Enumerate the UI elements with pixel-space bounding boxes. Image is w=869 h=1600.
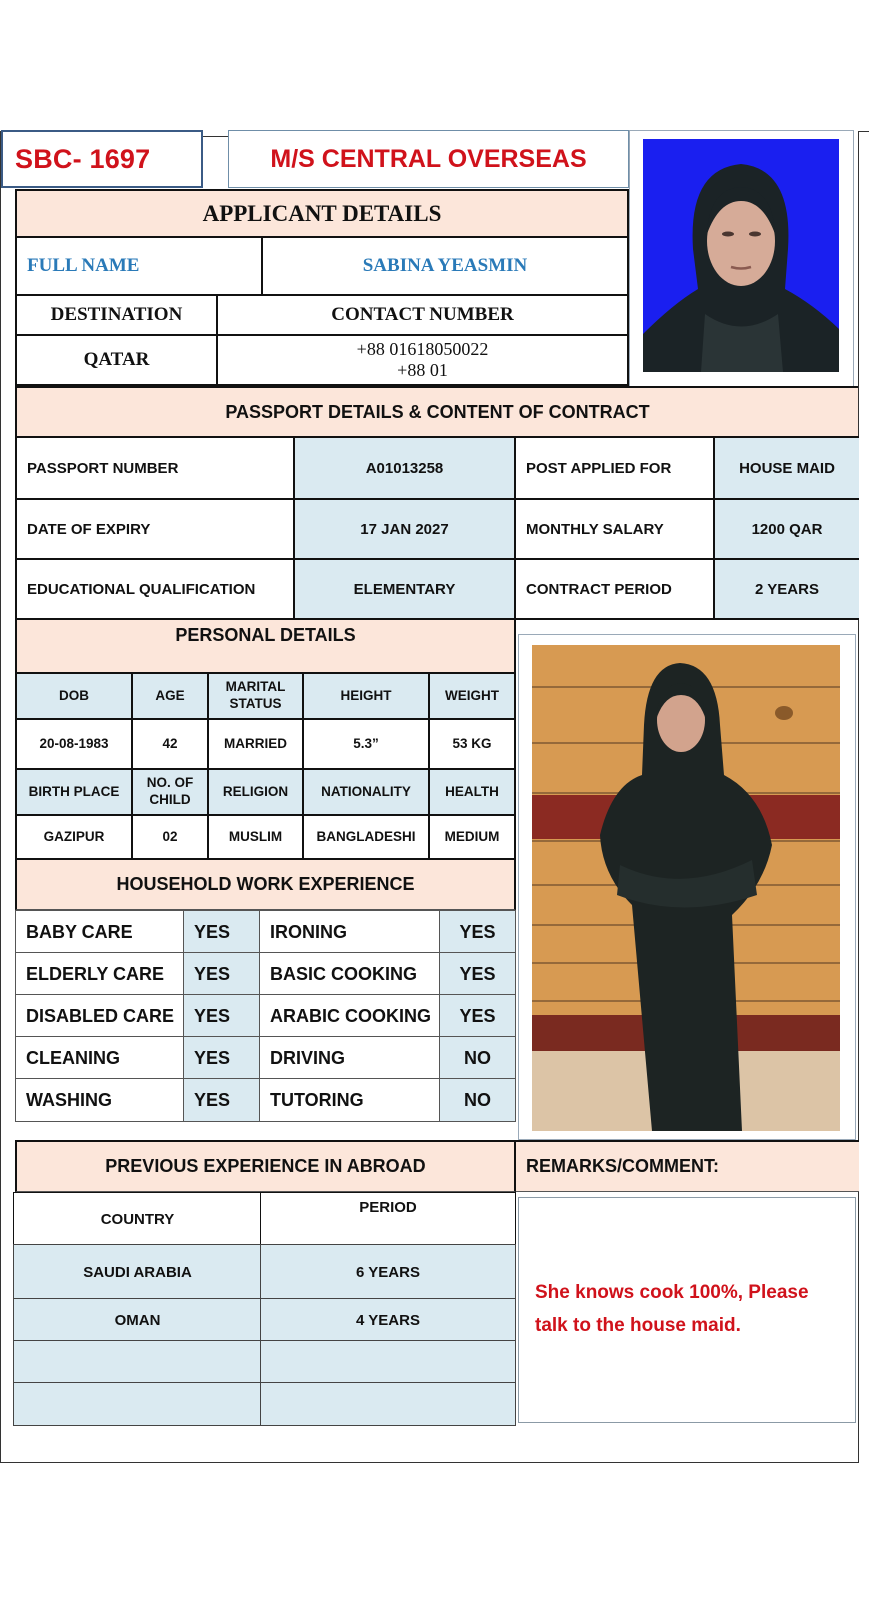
skill-label: DRIVING [270, 1047, 346, 1068]
cell-value: GAZIPUR [43, 828, 105, 844]
abroad-period-value-cell [260, 1382, 516, 1426]
personal-details-header [15, 618, 516, 674]
skill-value: YES [194, 1047, 231, 1068]
dob-value [15, 718, 133, 770]
frame-divider [858, 131, 869, 132]
abroad-experience-header [15, 1140, 516, 1192]
cell-value: MARRIED [224, 735, 287, 751]
column-header: AGE [155, 687, 185, 703]
household-skill-label-cell [259, 994, 441, 1038]
skill-value: YES [459, 921, 496, 942]
skill-label: ELDERLY CARE [26, 963, 165, 984]
full-name-label-cell [15, 236, 263, 296]
column-header: BIRTH PLACE [28, 783, 120, 799]
salary-value-cell [713, 498, 859, 560]
cell-value: 53 KG [452, 735, 492, 751]
household-skill-label-cell [15, 1078, 185, 1122]
country-value: OMAN [114, 1311, 161, 1329]
header-connector-line [203, 136, 228, 137]
period-value: 6 YEARS [356, 1263, 420, 1281]
skill-value: YES [194, 1005, 231, 1026]
remarks-header [516, 1140, 859, 1192]
full-name-label: FULL NAME [27, 255, 140, 276]
skill-label: ARABIC COOKING [270, 1005, 431, 1026]
expiry-value-cell [293, 498, 516, 560]
full-name-value: SABINA YEASMIN [362, 255, 528, 276]
household-skill-label-cell [15, 952, 185, 996]
dob-header [15, 672, 133, 720]
abroad-country-value-cell [13, 1382, 262, 1426]
height-header [302, 672, 430, 720]
household-skill-value-cell [183, 1078, 261, 1122]
agency-name: M/S CENTRAL OVERSEAS [270, 144, 587, 173]
skill-label: IRONING [270, 921, 348, 942]
expiry-label: DATE OF EXPIRY [27, 520, 151, 538]
household-skill-value-cell [183, 994, 261, 1038]
household-skill-label-cell [15, 1036, 185, 1080]
destination-label-cell [15, 294, 218, 336]
household-skill-value-cell [439, 994, 516, 1038]
household-skill-value-cell [439, 1036, 516, 1080]
skill-value: NO [464, 1089, 491, 1110]
birth-place-header [15, 768, 133, 816]
destination-value: QATAR [83, 349, 150, 370]
abroad-country-value-cell [13, 1244, 262, 1300]
skill-value: YES [459, 1005, 496, 1026]
household-skill-value-cell [439, 952, 516, 996]
remarks-box [518, 1197, 856, 1423]
nationality-value [302, 814, 430, 860]
skill-label: TUTORING [270, 1089, 364, 1110]
height-value [302, 718, 430, 770]
column-header: MARITAL STATUS [225, 679, 286, 711]
nationality-header [302, 768, 430, 816]
cell-value: 02 [162, 828, 178, 844]
household-skill-label-cell [259, 1036, 441, 1080]
agency-name-box [228, 130, 629, 188]
column-header: NATIONALITY [321, 783, 411, 799]
abroad-country-value-cell [13, 1340, 262, 1384]
religion-value [207, 814, 304, 860]
contract-period-value-cell [713, 558, 859, 620]
post-applied-label: POST APPLIED FOR [526, 459, 672, 477]
section-title: PASSPORT DETAILS & CONTENT OF CONTRACT [225, 401, 650, 422]
country-value: SAUDI ARABIA [83, 1263, 192, 1281]
post-applied-value: HOUSE MAID [739, 459, 835, 477]
education-value-cell [293, 558, 516, 620]
applicant-details-header [15, 189, 629, 238]
religion-header [207, 768, 304, 816]
skill-value: NO [464, 1047, 491, 1068]
column-header: HEIGHT [340, 687, 392, 703]
cell-value: MUSLIM [228, 828, 283, 844]
health-header [428, 768, 516, 816]
passport-photo-frame [629, 130, 854, 389]
column-header: PERIOD [359, 1199, 417, 1216]
column-header: NO. OF CHILD [146, 775, 194, 807]
destination-label: DESTINATION [50, 304, 183, 325]
abroad-period-value-cell [260, 1244, 516, 1300]
household-skill-label-cell [15, 994, 185, 1038]
post-applied-label-cell [514, 436, 715, 500]
reference-id-box [1, 130, 203, 188]
column-header: RELIGION [222, 783, 289, 799]
expiry-value: 17 JAN 2027 [360, 520, 449, 538]
education-label-cell [15, 558, 295, 620]
person-portrait-icon [643, 139, 839, 372]
cell-value: 20-08-1983 [39, 735, 109, 751]
marital-status-value [207, 718, 304, 770]
household-skill-label-cell [15, 910, 185, 954]
health-value [428, 814, 516, 860]
marital-status-header [207, 672, 304, 720]
weight-value [428, 718, 516, 770]
passport-section-header [15, 386, 858, 438]
skill-value: YES [459, 963, 496, 984]
remarks-title: REMARKS/COMMENT: [526, 1156, 719, 1176]
period-value: 4 YEARS [356, 1311, 420, 1329]
full-body-photo [532, 645, 840, 1131]
full-name-value-cell [261, 236, 629, 296]
birth-place-value [15, 814, 133, 860]
household-skill-value-cell [183, 910, 261, 954]
abroad-period-value-cell [260, 1298, 516, 1342]
education-value: ELEMENTARY [353, 580, 456, 598]
cell-value: 42 [162, 735, 178, 751]
weight-header [428, 672, 516, 720]
household-skill-label-cell [259, 910, 441, 954]
expiry-label-cell [15, 498, 295, 560]
education-label: EDUCATIONAL QUALIFICATION [27, 580, 256, 598]
skill-label: BABY CARE [26, 921, 133, 942]
section-title: HOUSEHOLD WORK EXPERIENCE [116, 874, 415, 894]
children-value [131, 814, 209, 860]
abroad-period-value-cell [260, 1340, 516, 1384]
contact-number-2: +88 01 [397, 360, 448, 380]
contact-value-cell [216, 334, 629, 386]
passport-number-label: PASSPORT NUMBER [27, 459, 179, 477]
section-title: APPLICANT DETAILS [202, 200, 442, 226]
passport-photo [643, 139, 839, 372]
column-header: WEIGHT [445, 687, 499, 703]
country-column-header [13, 1192, 262, 1246]
remarks-line-1: She knows cook 100%, Please [535, 1282, 809, 1303]
post-applied-value-cell [713, 436, 859, 500]
period-column-header [260, 1192, 516, 1246]
skill-value: YES [194, 963, 231, 984]
remarks-line-2: talk to the house maid. [535, 1315, 741, 1336]
person-standing-icon [532, 645, 840, 1131]
contact-label-cell [216, 294, 629, 336]
reference-id: SBC- 1697 [15, 143, 151, 174]
children-header [131, 768, 209, 816]
salary-label: MONTHLY SALARY [526, 520, 664, 538]
cell-value: MEDIUM [444, 828, 500, 844]
skill-label: CLEANING [26, 1047, 120, 1068]
column-header: HEALTH [445, 783, 499, 799]
contract-period-label: CONTRACT PERIOD [526, 580, 672, 598]
age-value [131, 718, 209, 770]
contact-number-1: +88 01618050022 [356, 339, 489, 359]
household-skill-label-cell [259, 1078, 441, 1122]
destination-value-cell [15, 334, 218, 386]
section-title: PREVIOUS EXPERIENCE IN ABROAD [105, 1156, 426, 1176]
column-header: DOB [59, 687, 89, 703]
household-header [15, 860, 516, 910]
contract-period-value: 2 YEARS [755, 580, 819, 598]
household-skill-value-cell [439, 910, 516, 954]
cell-value: 5.3” [353, 735, 379, 751]
column-header: COUNTRY [100, 1210, 175, 1228]
salary-label-cell [514, 498, 715, 560]
household-skill-label-cell [259, 952, 441, 996]
household-skill-value-cell [183, 1036, 261, 1080]
skill-label: WASHING [26, 1089, 113, 1110]
abroad-country-value-cell [13, 1298, 262, 1342]
passport-number-value: A01013258 [365, 459, 444, 477]
contract-period-label-cell [514, 558, 715, 620]
full-body-photo-frame [518, 634, 856, 1140]
salary-value: 1200 QAR [751, 520, 823, 538]
age-header [131, 672, 209, 720]
section-title: PERSONAL DETAILS [175, 625, 356, 645]
skill-value: YES [194, 921, 231, 942]
remarks-text [535, 1276, 845, 1342]
cell-value: BANGLADESHI [316, 828, 416, 844]
contact-label: CONTACT NUMBER [331, 304, 514, 325]
passport-number-label-cell [15, 436, 295, 500]
skill-label: BASIC COOKING [270, 963, 418, 984]
passport-number-value-cell [293, 436, 516, 500]
skill-value: YES [194, 1089, 231, 1110]
skill-label: DISABLED CARE [26, 1005, 175, 1026]
household-skill-value-cell [183, 952, 261, 996]
household-skill-value-cell [439, 1078, 516, 1122]
